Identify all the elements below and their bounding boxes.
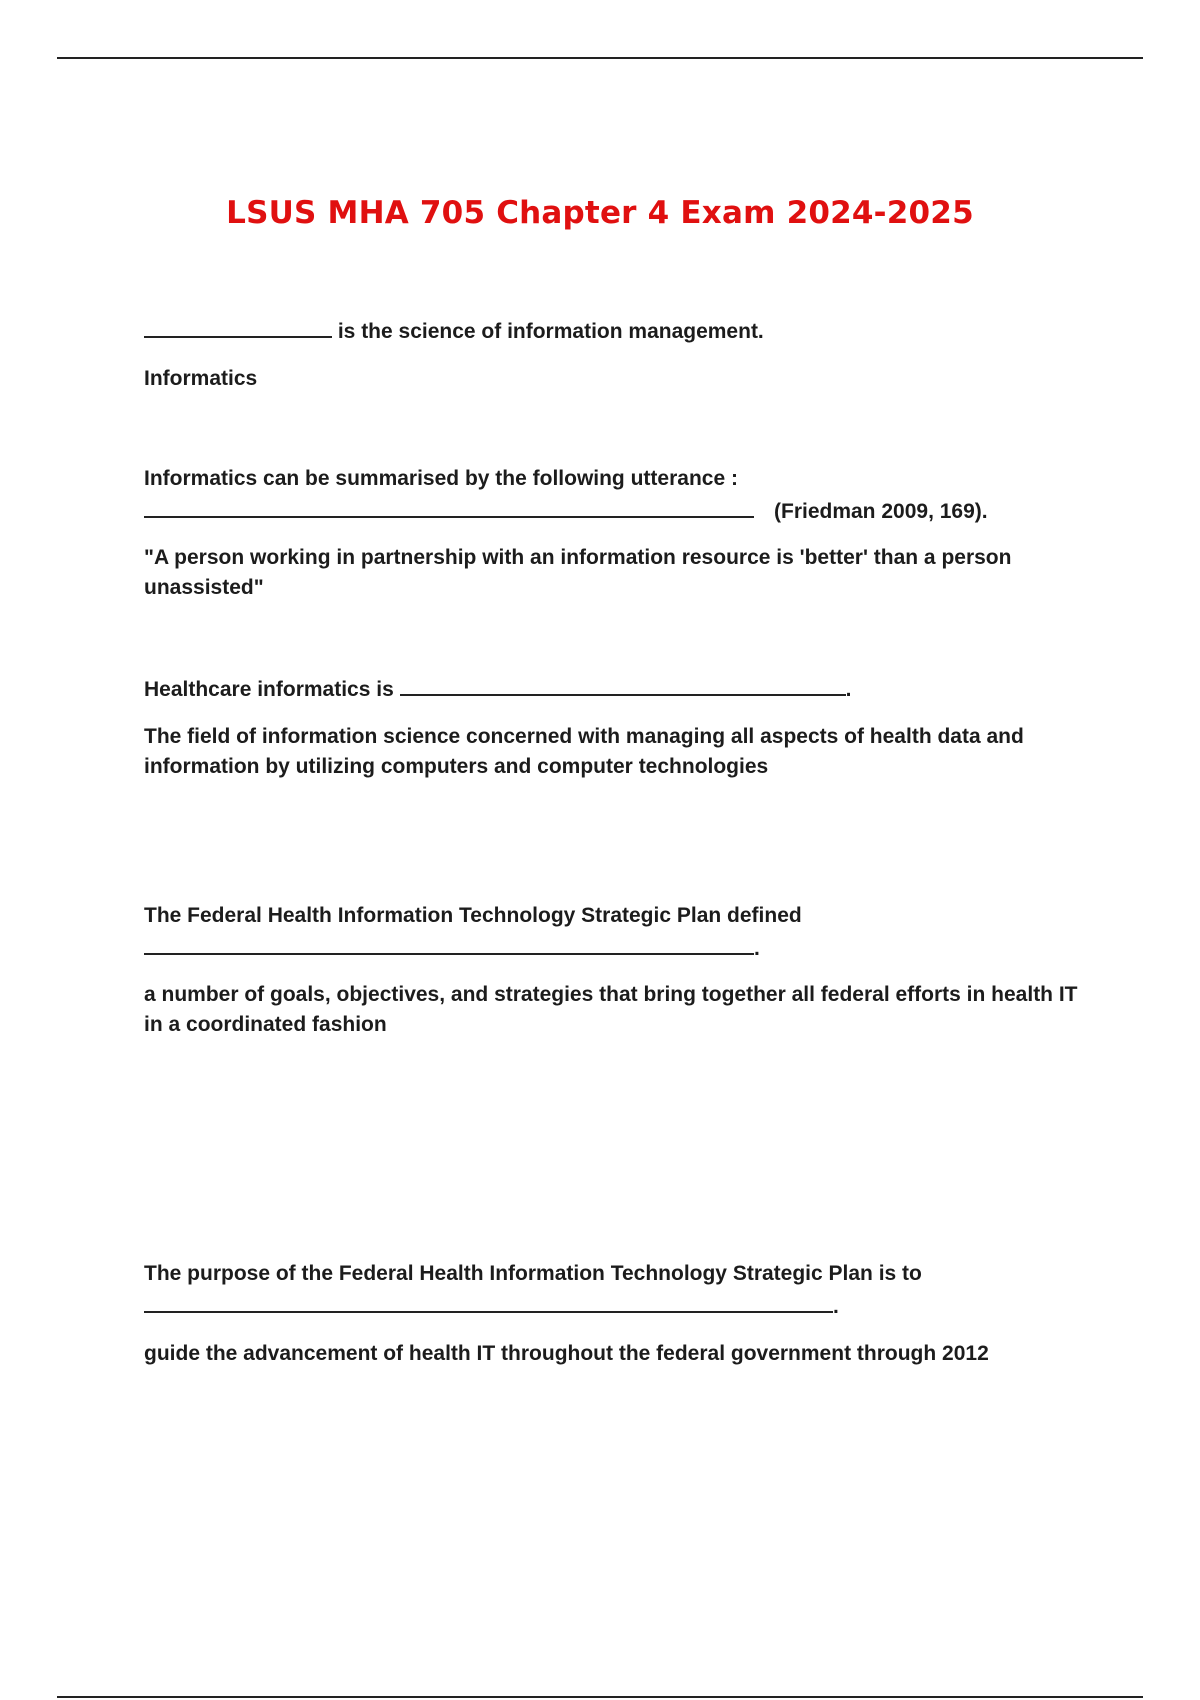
answer-2: "A person working in partnership with an information resource is 'better' than a person unassisted" [144,546,1012,599]
question-1 [144,314,1094,347]
answer-5: guide the advancement of health IT throughout the federal government through 2012 [144,1342,989,1365]
question-2 [144,464,1094,527]
question-5 [144,1259,1094,1322]
page-title: LSUS MHA 705 Chapter 4 Exam 2024-2025 [226,195,974,231]
answer-blank [144,1289,833,1313]
question-3 [144,672,1094,705]
answer-3: The field of information science concerned with managing all aspects of health data and information by utilizing computers and computer technologies [144,725,1024,778]
question-end: . [845,678,852,701]
answer-1: Informatics [144,367,258,390]
question-text: The Federal Health Information Technology Strategic Plan defined [144,904,802,927]
answer-blank [144,931,754,955]
answer-blank [144,314,332,338]
question-text: is the science of information management. [337,320,764,343]
question-text: Informatics can be summarised by the following utterance : [144,467,738,490]
header-rule [57,57,1143,59]
footer-rule [57,1696,1143,1698]
question-text: Healthcare informatics is [144,678,394,701]
answer-blank [400,672,846,696]
answer-blank [144,494,754,518]
answer-4: a number of goals, objectives, and strategies that bring together all federal efforts in health IT in a coordinated fashion [144,983,1078,1036]
question-4 [144,901,1094,964]
citation: (Friedman 2009, 169). [774,500,988,523]
question-end: . [754,937,760,960]
question-end: . [833,1295,839,1318]
question-text: The purpose of the Federal Health Information Technology Strategic Plan is to [144,1262,922,1285]
